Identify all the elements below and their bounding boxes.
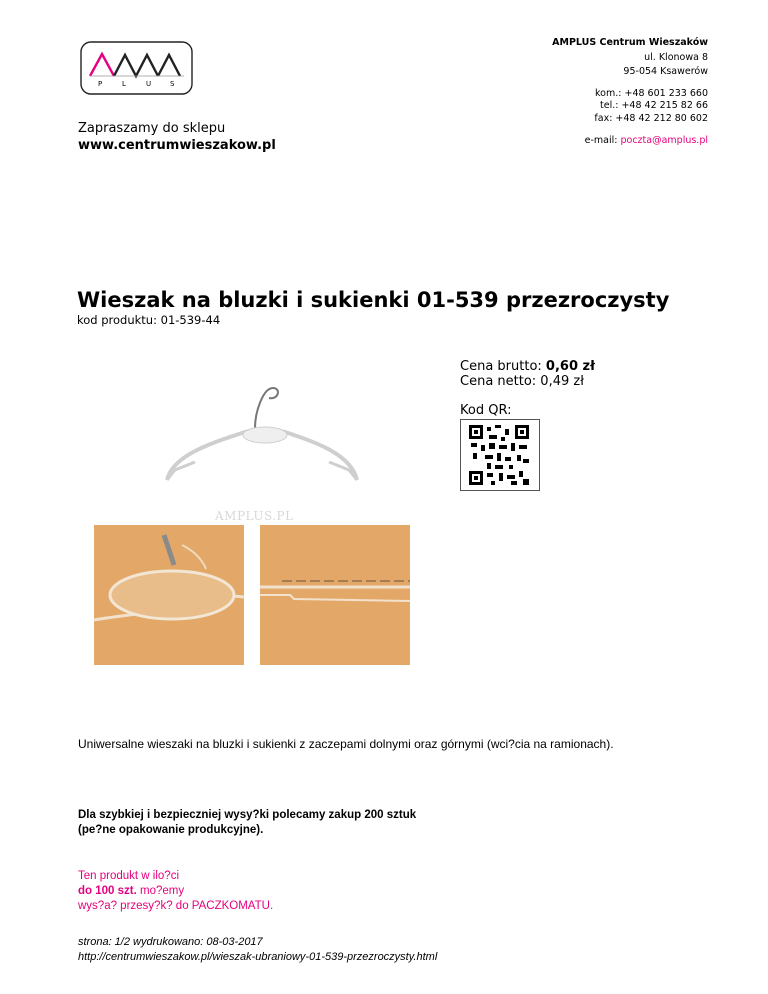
- logo-letter: U: [146, 80, 152, 88]
- company-city: 95-054 Ksawerów: [623, 66, 708, 77]
- logo-letter: P: [98, 80, 103, 88]
- shop-url[interactable]: www.centrumwieszakow.pl: [78, 138, 276, 153]
- parcel-qty: do 100 szt.: [78, 885, 137, 897]
- company-phone: tel.: +48 42 215 82 66: [600, 100, 708, 111]
- product-image: [95, 362, 375, 522]
- price-gross-value: 0,60 zł: [545, 359, 595, 374]
- product-description: Uniwersalne wieszaki na bluzki i sukienki z zaczepami dolnymi oraz górnymi (wci?cia na ramionach).: [78, 737, 614, 751]
- product-title: Wieszak na bluzki i sukienki 01-539 przezroczysty: [77, 288, 670, 312]
- parcel-line: Ten produkt w ilo?ci: [78, 870, 179, 882]
- logo-letter: S: [170, 80, 175, 88]
- logo-letter: L: [122, 80, 126, 88]
- parcel-line: wys?a? przesy?k? do PACZKOMATU.: [78, 900, 274, 912]
- email-label: e-mail:: [584, 135, 621, 146]
- shipping-note: [78, 808, 416, 838]
- company-fax: fax: +48 42 212 80 602: [594, 113, 708, 124]
- company-street: ul. Klonowa 8: [644, 52, 708, 63]
- qr-label: Kod QR:: [460, 403, 512, 418]
- qr-code[interactable]: [460, 419, 540, 491]
- price-gross: [460, 359, 595, 375]
- parcel-line: [78, 884, 273, 899]
- amplus-logo[interactable]: [80, 41, 193, 95]
- price-gross-label: Cena brutto:: [460, 359, 546, 374]
- company-email: [585, 135, 708, 147]
- page-footer: [78, 935, 437, 965]
- shop-invite: Zapraszamy do sklepu: [78, 121, 226, 136]
- watermark: AMPLUS.PL: [215, 509, 294, 523]
- parcel-locker-info: [78, 869, 273, 914]
- footer-url[interactable]: http://centrumwieszakow.pl/wieszak-ubraniowy-01-539-przezroczysty.html: [78, 951, 438, 963]
- shipping-note-line: Dla szybkiej i bezpieczniej wysy?ki polecamy zakup 200 sztuk: [78, 809, 417, 821]
- price-net: Cena netto: 0,49 zł: [460, 374, 584, 389]
- footer-page-info: strona: 1/2 wydrukowano: 08-03-2017: [78, 936, 263, 948]
- email-link[interactable]: poczta@amplus.pl: [620, 135, 708, 146]
- parcel-rest: mo?emy: [136, 885, 185, 897]
- detail-photo-shoulder: [260, 525, 410, 665]
- shipping-note-line: (pe?ne opakowanie produkcyjne).: [78, 824, 264, 836]
- detail-photo-hook: [94, 525, 244, 665]
- company-mobile: kom.: +48 601 233 660: [595, 88, 708, 99]
- company-name: AMPLUS Centrum Wieszaków: [552, 37, 708, 48]
- product-code: kod produktu: 01-539-44: [77, 313, 221, 327]
